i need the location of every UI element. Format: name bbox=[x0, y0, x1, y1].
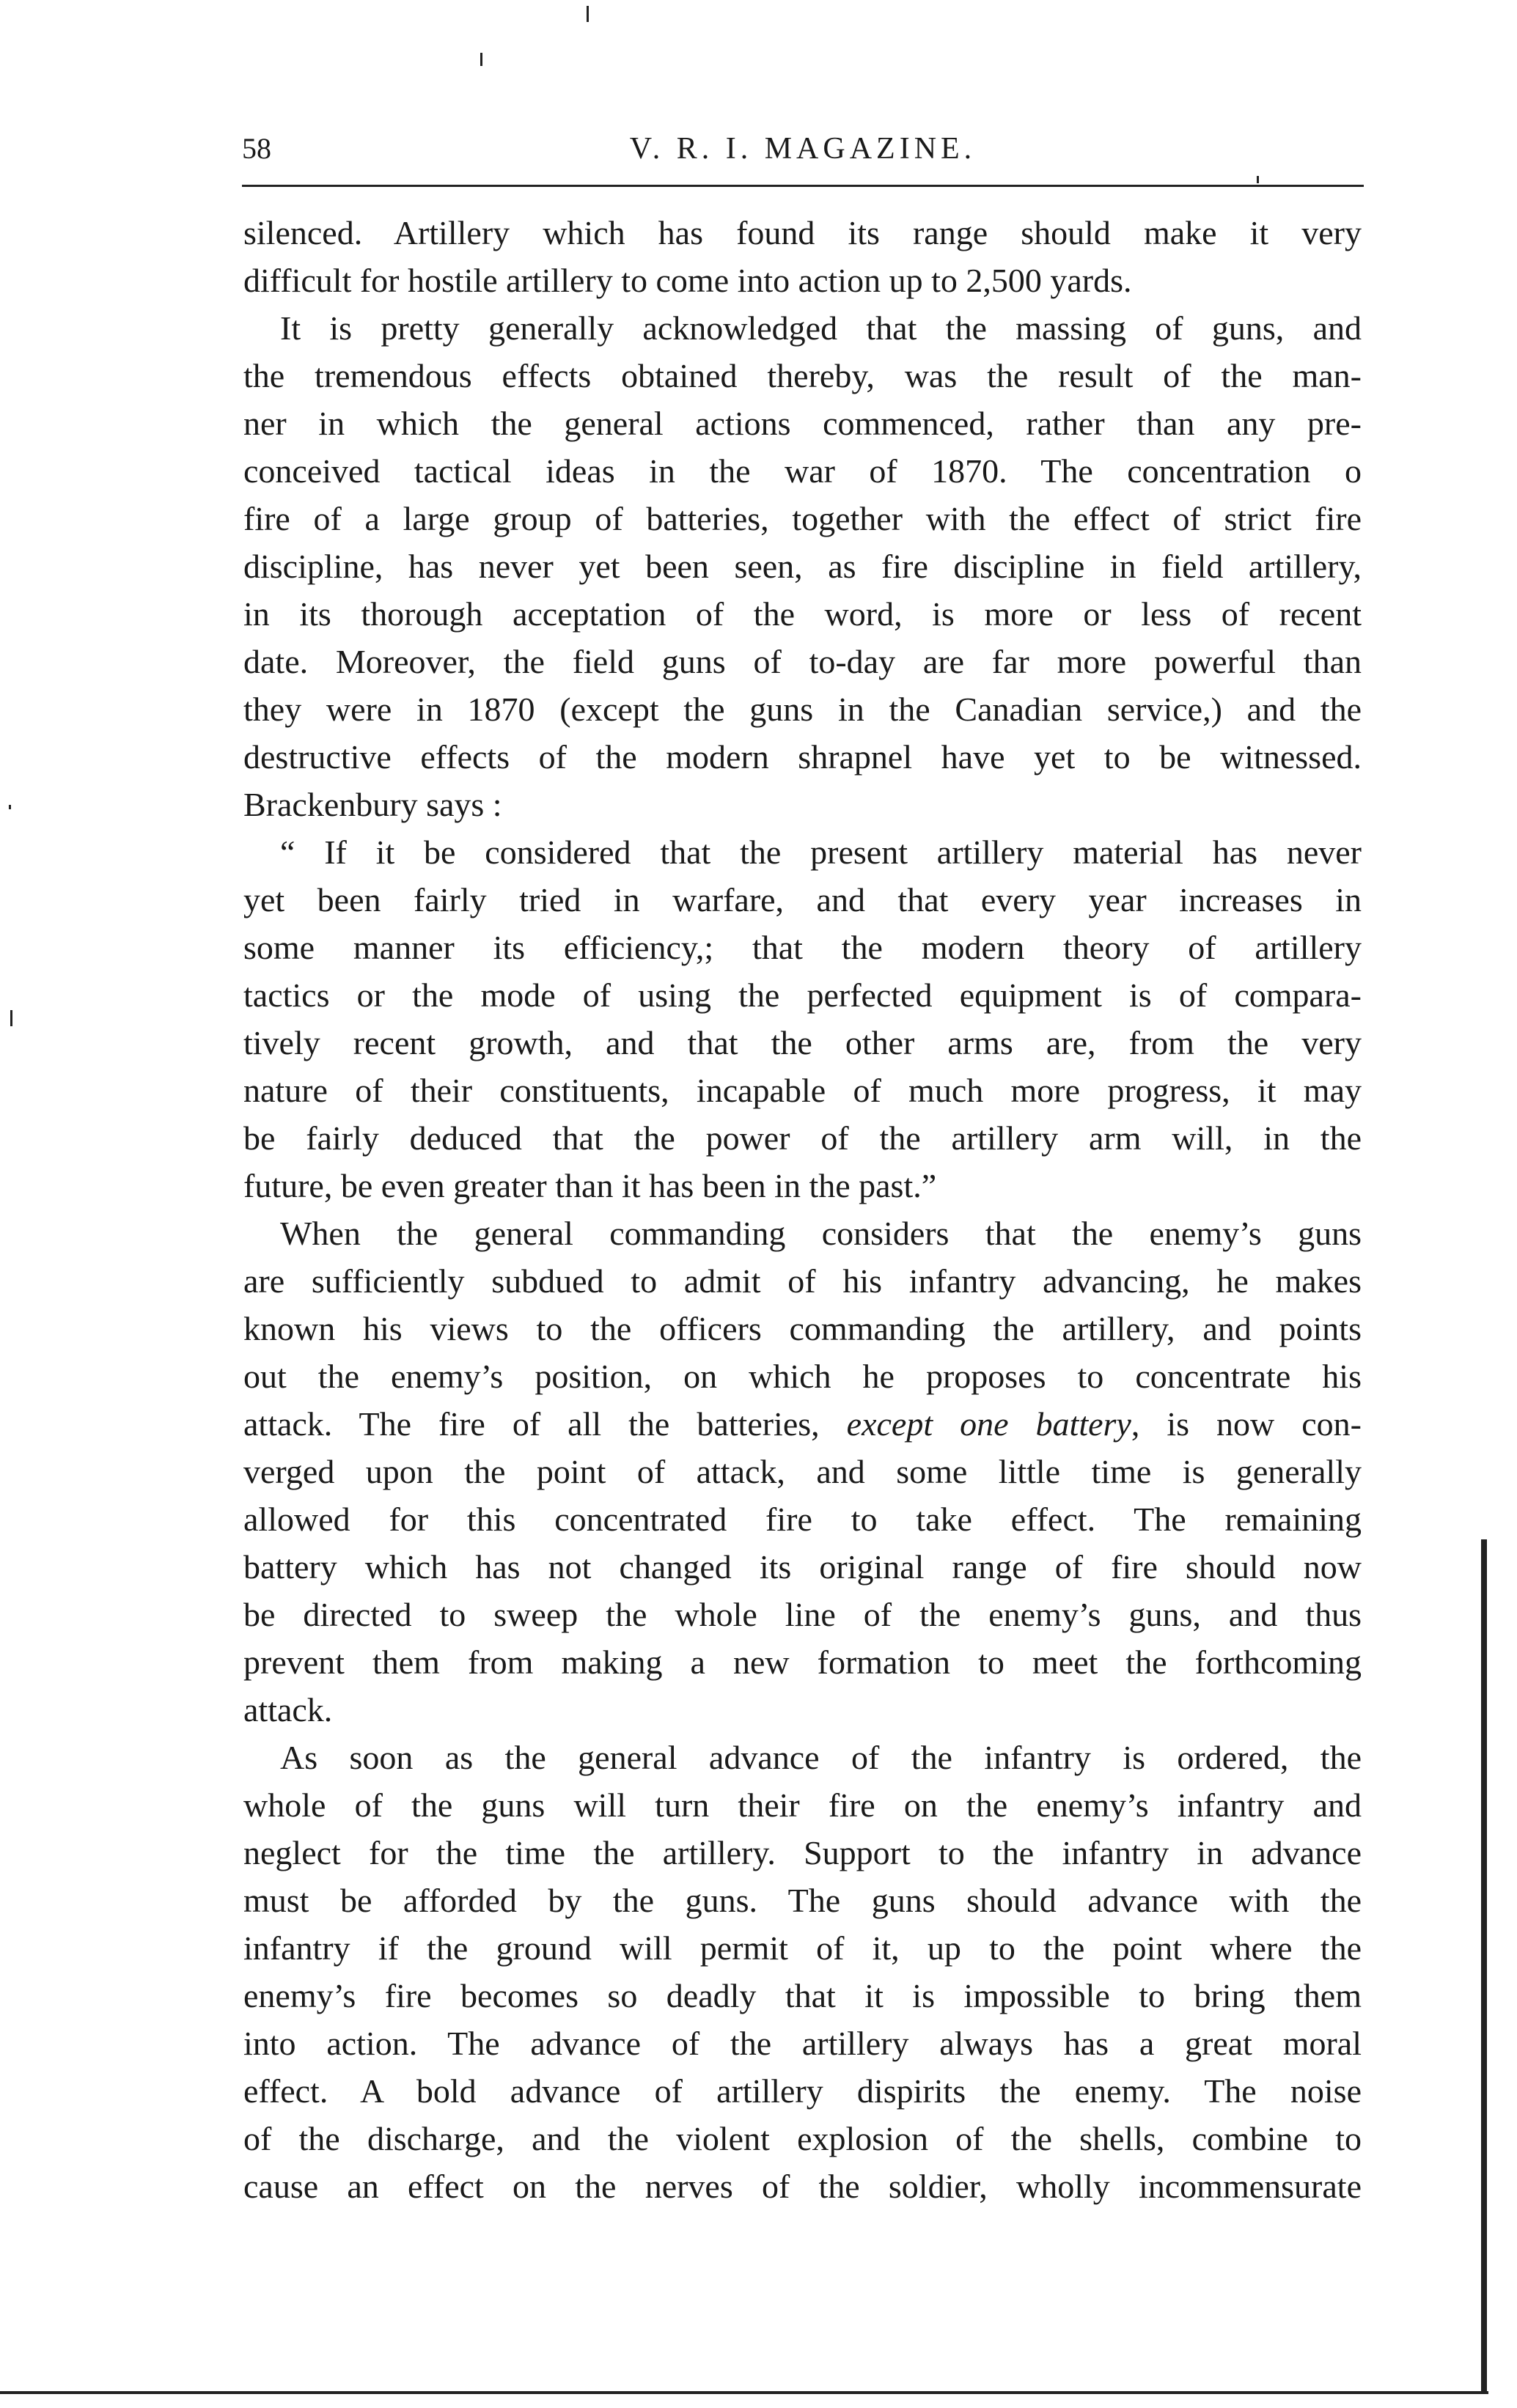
page-bottom-edge bbox=[0, 2391, 1488, 2394]
text-line: the tremendous effects obtained thereby, was the result of the man- bbox=[243, 357, 1362, 394]
text-line: It is pretty generally acknowledged that the massing of guns, and bbox=[280, 309, 1362, 347]
text-line: conceived tactical ideas in the war of 1870. The concentration o bbox=[243, 452, 1362, 490]
text-line: yet been fairly tried in warfare, and that every year increases in bbox=[243, 881, 1362, 918]
text-line: difficult for hostile artillery to come into action up to 2,500 yards. bbox=[243, 262, 1132, 299]
text-segment: , is now con- bbox=[1131, 1405, 1362, 1443]
text-line bbox=[243, 1400, 1362, 1448]
text-line: battery which has not changed its original range of fire should now bbox=[243, 1548, 1362, 1586]
text-line: known his views to the officers commanding the artillery, and points bbox=[243, 1310, 1362, 1347]
text-line: Brackenbury says : bbox=[243, 786, 502, 823]
scan-speck bbox=[1257, 176, 1259, 183]
running-head: V. R. I. MAGAZINE. bbox=[629, 132, 977, 166]
text-line: As soon as the general advance of the infantry is ordered, the bbox=[280, 1739, 1362, 1776]
text-line: effect. A bold advance of artillery dispirits the enemy. The noise bbox=[243, 2072, 1362, 2110]
text-line: tactics or the mode of using the perfected equipment is of compara- bbox=[243, 976, 1362, 1014]
text-line: are sufficiently subdued to admit of his infantry advancing, he makes bbox=[243, 1262, 1362, 1300]
header-rule bbox=[242, 185, 1364, 187]
text-line: be directed to sweep the whole line of the enemy’s guns, and thus bbox=[243, 1596, 1362, 1633]
scan-speck bbox=[10, 1010, 12, 1026]
page-number: 58 bbox=[242, 132, 271, 165]
page-header bbox=[242, 123, 1364, 174]
text-line: silenced. Artillery which has found its range should make it very bbox=[243, 214, 1362, 251]
text-line: be fairly deduced that the power of the artillery arm will, in the bbox=[243, 1119, 1362, 1157]
page-edge-shadow bbox=[1481, 1539, 1487, 2393]
text-line: of the discharge, and the violent explosion of the shells, combine to bbox=[243, 2120, 1362, 2157]
text-line: ner in which the general actions commenced, rather than any pre- bbox=[243, 405, 1362, 442]
text-line: fire of a large group of batteries, together with the effect of strict fire bbox=[243, 500, 1362, 537]
text-line: they were in 1870 (except the guns in the Canadian service,) and the bbox=[243, 691, 1362, 728]
scan-speck bbox=[587, 6, 589, 22]
text-line: whole of the guns will turn their fire on the enemy’s infantry and bbox=[243, 1786, 1362, 1824]
text-line: attack. bbox=[243, 1691, 333, 1728]
text-line: discipline, has never yet been seen, as fire discipline in field artillery, bbox=[243, 548, 1362, 585]
body-text bbox=[243, 209, 1362, 2210]
text-line: infantry if the ground will permit of it, up to the point where the bbox=[243, 1929, 1362, 1967]
text-line: in its thorough acceptation of the word, is more or less of recent bbox=[243, 595, 1362, 633]
italic-phrase: except one battery bbox=[846, 1405, 1131, 1443]
text-line: enemy’s fire becomes so deadly that it is impossible to bring them bbox=[243, 1977, 1362, 2014]
text-line: some manner its efficiency,; that the modern theory of artillery bbox=[243, 929, 1362, 966]
scan-speck bbox=[9, 805, 11, 809]
text-line: verged upon the point of attack, and some little time is generally bbox=[243, 1453, 1362, 1490]
text-line: cause an effect on the nerves of the soldier, wholly incommensurate bbox=[243, 2168, 1362, 2205]
text-line: date. Moreover, the field guns of to-day are far more powerful than bbox=[243, 643, 1362, 680]
text-line: out the enemy’s position, on which he proposes to concentrate his bbox=[243, 1358, 1362, 1395]
text-line: destructive effects of the modern shrapnel have yet to be witnessed. bbox=[243, 738, 1362, 776]
text-line: prevent them from making a new formation to meet the forthcoming bbox=[243, 1643, 1362, 1681]
text-line: neglect for the time the artillery. Support to the infantry in advance bbox=[243, 1834, 1362, 1871]
text-line: nature of their constituents, incapable of much more progress, it may bbox=[243, 1072, 1362, 1109]
text-segment: attack. The fire of all the batteries, bbox=[243, 1405, 847, 1443]
text-line: into action. The advance of the artillery always has a great moral bbox=[243, 2025, 1362, 2062]
text-line: allowed for this concentrated fire to take effect. The remaining bbox=[243, 1501, 1362, 1538]
text-line: When the general commanding considers that the enemy’s guns bbox=[280, 1215, 1362, 1252]
text-line: “ If it be considered that the present artillery material has never bbox=[280, 833, 1362, 871]
scan-speck bbox=[480, 53, 482, 66]
text-line: tively recent growth, and that the other arms are, from the very bbox=[243, 1024, 1362, 1061]
text-line: must be afforded by the guns. The guns should advance with the bbox=[243, 1882, 1362, 1919]
text-line: future, be even greater than it has been in the past.” bbox=[243, 1167, 937, 1204]
